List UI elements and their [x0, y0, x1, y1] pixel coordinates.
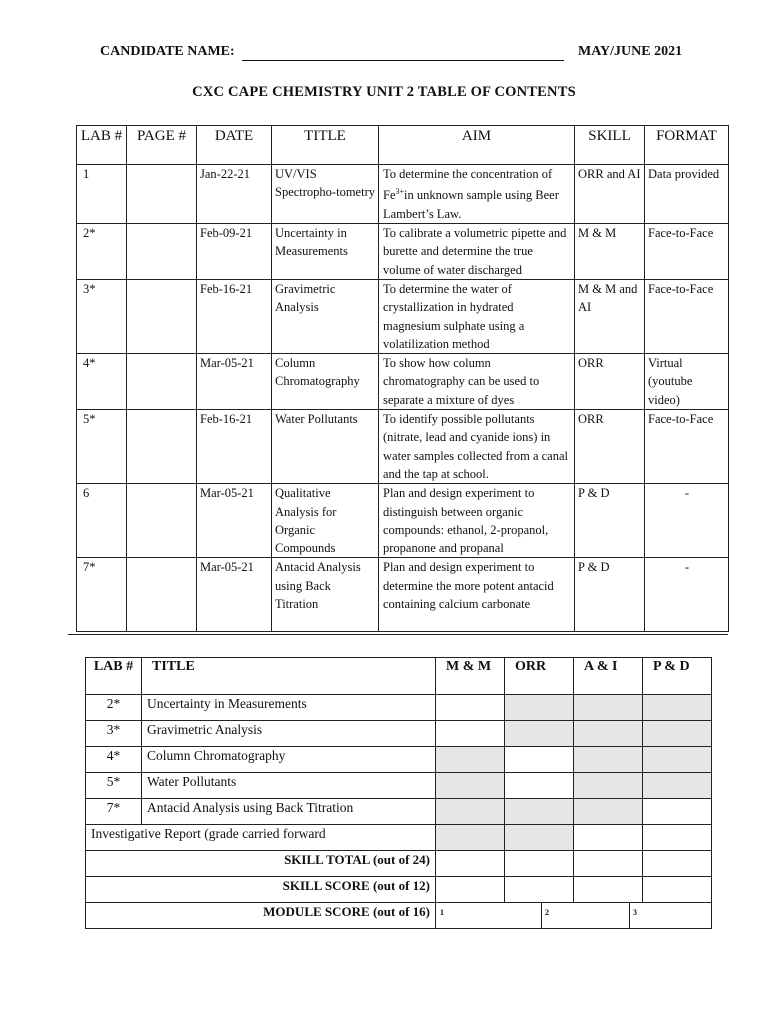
lab-skill: P & D	[575, 484, 645, 558]
table-row	[86, 747, 712, 773]
lab-date: Mar-05-21	[197, 484, 272, 558]
lab-format: Face-to-Face	[645, 224, 729, 280]
score-total-orr[interactable]	[505, 877, 574, 903]
section-divider	[68, 634, 728, 635]
lab-title: Column Chromatography	[142, 747, 436, 773]
lab-title: Antacid Analysis using Back Titration	[272, 558, 379, 632]
total-cell-orr[interactable]	[505, 851, 574, 877]
page-number	[127, 165, 197, 224]
page-number	[127, 224, 197, 280]
lab-aim: To determine the water of crystallization in hydrated magnesium sulphate using a volatilization method	[379, 279, 575, 353]
lab-title: Qualitative Analysis for Organic Compounds	[272, 484, 379, 558]
lab-date: Jan-22-21	[197, 165, 272, 224]
skill-total-label: SKILL TOTAL (out of 24)	[86, 851, 436, 877]
table-row	[77, 165, 729, 224]
score-cell-shaded	[643, 721, 712, 747]
module-score-cells	[436, 903, 712, 929]
page-number	[127, 410, 197, 484]
module-label-1: 1	[440, 908, 444, 917]
score-cell-mm[interactable]	[436, 721, 505, 747]
lab-number: 4*	[86, 747, 142, 773]
page-number	[127, 279, 197, 353]
header-lab: LAB #	[77, 126, 127, 165]
module-divider	[541, 903, 542, 928]
lab-format: Data provided	[645, 165, 729, 224]
header-date: DATE	[197, 126, 272, 165]
lab-title: Water Pollutants	[272, 410, 379, 484]
lab-date: Mar-05-21	[197, 354, 272, 410]
scores-header-orr: ORR	[505, 658, 574, 695]
table-row	[77, 558, 729, 632]
lab-format: Virtual (youtube video)	[645, 354, 729, 410]
scores-header-ai: A & I	[574, 658, 643, 695]
lab-title: Uncertainty in Measurements	[272, 224, 379, 280]
lab-number: 5*	[86, 773, 142, 799]
table-row	[86, 721, 712, 747]
lab-title: Antacid Analysis using Back Titration	[142, 799, 436, 825]
total-cell-ai[interactable]	[574, 851, 643, 877]
lab-skill: P & D	[575, 558, 645, 632]
table-row	[77, 279, 729, 353]
score-cell-shaded	[436, 825, 505, 851]
module-label-3: 3	[633, 908, 637, 917]
lab-skill: ORR	[575, 410, 645, 484]
lab-aim: To calibrate a volumetric pipette and burette and determine the true volume of water discharged	[379, 224, 575, 280]
score-cell-shaded	[643, 747, 712, 773]
lab-title: Column Chromatography	[272, 354, 379, 410]
lab-date: Feb-09-21	[197, 224, 272, 280]
lab-aim: Plan and design experiment to distinguish between organic compounds: ethanol, 2-propanol, propanone and propanal	[379, 484, 575, 558]
score-cell-pd[interactable]	[643, 825, 712, 851]
score-cell-shaded	[505, 825, 574, 851]
score-cell-shaded	[574, 773, 643, 799]
header-format: FORMAT	[645, 126, 729, 165]
lab-title: Uncertainty in Measurements	[142, 695, 436, 721]
table-row	[77, 354, 729, 410]
lab-title: Gravimetric Analysis	[142, 721, 436, 747]
scores-header-lab: LAB #	[86, 658, 142, 695]
scores-table	[85, 657, 712, 929]
lab-number: 5*	[77, 410, 127, 484]
lab-number: 3*	[86, 721, 142, 747]
aim-text: To determine the concentration of Fe	[383, 167, 553, 203]
lab-number: 2*	[77, 224, 127, 280]
total-cell-pd[interactable]	[643, 851, 712, 877]
score-cell-shaded	[505, 721, 574, 747]
candidate-name-line	[242, 60, 564, 61]
scores-header-title: TITLE	[142, 658, 436, 695]
score-cell-pd[interactable]	[643, 799, 712, 825]
skill-score-row	[86, 877, 712, 903]
lab-format: Face-to-Face	[645, 279, 729, 353]
lab-number: 2*	[86, 695, 142, 721]
skill-score-label: SKILL SCORE (out of 12)	[86, 877, 436, 903]
score-cell-shaded	[436, 773, 505, 799]
score-total-ai[interactable]	[574, 877, 643, 903]
lab-format: -	[645, 558, 729, 632]
exam-session: MAY/JUNE 2021	[578, 44, 683, 59]
lab-aim: To identify possible pollutants (nitrate, lead and cyanide ions) in water samples collected from a canal and the tap at school.	[379, 410, 575, 484]
table-row	[86, 695, 712, 721]
score-cell-shaded	[436, 799, 505, 825]
aim-text-cont: in unknown sample using Beer Lambert’s Law.	[383, 188, 559, 221]
score-cell-shaded	[505, 695, 574, 721]
document-title: CXC CAPE CHEMISTRY UNIT 2 TABLE OF CONTENTS	[192, 84, 576, 100]
header	[100, 44, 690, 64]
skill-total-row	[86, 851, 712, 877]
page-number	[127, 558, 197, 632]
header-page: PAGE #	[127, 126, 197, 165]
investigative-report-label: Investigative Report (grade carried forward	[86, 825, 436, 851]
score-total-mm[interactable]	[436, 877, 505, 903]
lab-aim: To show how column chromatography can be used to separate a mixture of dyes	[379, 354, 575, 410]
table-row	[77, 224, 729, 280]
header-skill: SKILL	[575, 126, 645, 165]
lab-format: Face-to-Face	[645, 410, 729, 484]
lab-date: Feb-16-21	[197, 279, 272, 353]
lab-skill: M & M	[575, 224, 645, 280]
lab-number: 3*	[77, 279, 127, 353]
lab-skill: M & M and AI	[575, 279, 645, 353]
investigative-report-row	[86, 825, 712, 851]
lab-aim	[379, 165, 575, 224]
page-number	[127, 484, 197, 558]
lab-number: 7*	[77, 558, 127, 632]
lab-title: Gravimetric Analysis	[272, 279, 379, 353]
score-cell-orr[interactable]	[505, 773, 574, 799]
score-cell-shaded	[574, 799, 643, 825]
score-cell-shaded	[574, 695, 643, 721]
total-cell-mm[interactable]	[436, 851, 505, 877]
module-score-label: MODULE SCORE (out of 16)	[86, 903, 436, 929]
page-number	[127, 354, 197, 410]
score-total-pd[interactable]	[643, 877, 712, 903]
lab-title: Water Pollutants	[142, 773, 436, 799]
aim-superscript: 3+	[395, 187, 405, 197]
scores-header-mm: M & M	[436, 658, 505, 695]
score-cell-ai[interactable]	[574, 825, 643, 851]
lab-format: -	[645, 484, 729, 558]
header-title: TITLE	[272, 126, 379, 165]
lab-skill: ORR	[575, 354, 645, 410]
table-row	[77, 484, 729, 558]
score-cell-orr[interactable]	[505, 747, 574, 773]
table-row	[86, 773, 712, 799]
labs-header-row	[77, 126, 729, 165]
lab-date: Feb-16-21	[197, 410, 272, 484]
lab-aim: Plan and design experiment to determine the more potent antacid containing calcium carbonate	[379, 558, 575, 632]
module-divider	[629, 903, 630, 928]
lab-title: UV/VIS Spectropho-tometry	[272, 165, 379, 224]
scores-header-row	[86, 658, 712, 695]
lab-number: 7*	[86, 799, 142, 825]
lab-number: 4*	[77, 354, 127, 410]
candidate-name-label: CANDIDATE NAME:	[100, 44, 235, 59]
score-cell-shaded	[574, 747, 643, 773]
score-cell-shaded	[574, 721, 643, 747]
header-aim: AIM	[379, 126, 575, 165]
table-row	[77, 410, 729, 484]
score-cell-shaded	[643, 695, 712, 721]
score-cell-shaded	[643, 773, 712, 799]
lab-number: 1	[77, 165, 127, 224]
score-cell-shaded	[436, 747, 505, 773]
table-row	[86, 799, 712, 825]
module-label-2: 2	[545, 908, 549, 917]
module-score-row	[86, 903, 712, 929]
lab-date: Mar-05-21	[197, 558, 272, 632]
score-cell-mm[interactable]	[436, 695, 505, 721]
score-cell-shaded	[505, 799, 574, 825]
lab-skill: ORR and AI	[575, 165, 645, 224]
labs-table	[76, 125, 729, 632]
lab-number: 6	[77, 484, 127, 558]
scores-header-pd: P & D	[643, 658, 712, 695]
